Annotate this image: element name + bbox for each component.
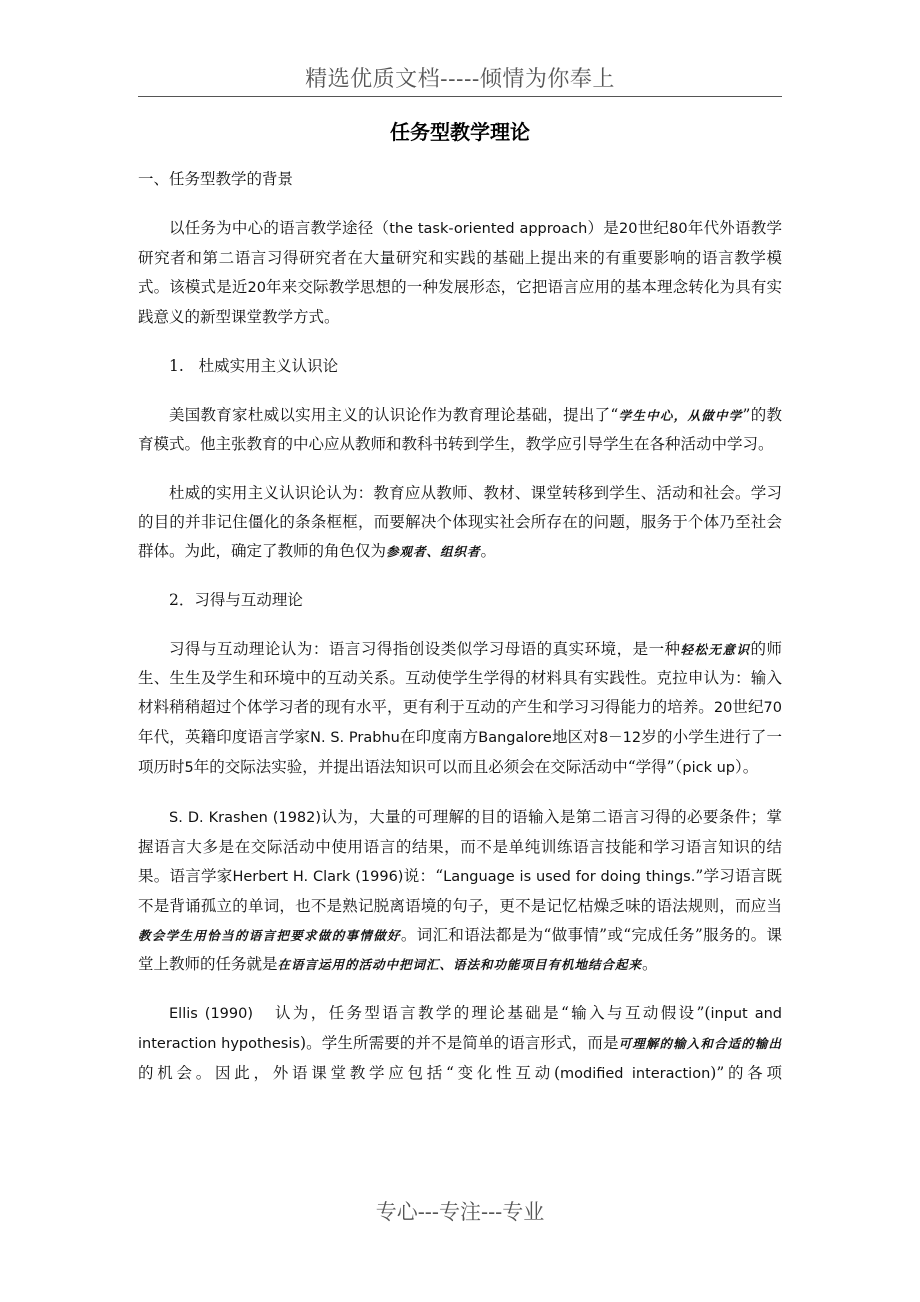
text-run: 在印度南方 [399,728,479,746]
emphasis-run: 教会学生用恰当的语言把要求做的事情做好 [138,928,401,943]
text-run: 20 [619,221,638,237]
emphasis-run: 在语言运用的活动中把词汇、语法和功能项目有机地结合起来 [277,957,643,972]
emphasis-run: 可理解的输入和合适的输出 [618,1036,782,1051]
text-run: Bangalore [478,730,552,746]
document-body [138,165,782,1109]
text-run: 认为，任务型语言教学的理论基础是“输入与互动假设”( [274,1004,711,1022]
text-run: 认为，大量的可理解的目的语输入是第二语言习得的必要条件；掌握语言大多是在交际活动中使用语言的结果，而不是单纯训练语言技能和学习语言知识的结果。语言学家 [138,808,782,885]
text-run: N. S. Prabhu [310,730,400,746]
text-run: 。 [642,955,658,973]
subsection-heading-1 [138,352,782,381]
acquisition-paragraph-3 [138,999,782,1089]
document-title: 任务型教学理论 [390,120,530,144]
text-run: 美国教育家杜威以实用主义的认识论作为教育理论基础，提出了“ [169,406,619,424]
text-run: )”的各项 [710,1064,783,1082]
header-divider [138,96,782,97]
text-run: Herbert H. Clark (1996) [232,869,404,885]
section-heading: 一、任务型教学的背景 [138,170,294,188]
text-run: 8－12 [598,730,642,746]
emphasis-run: 学生中心，从做中学 [618,408,743,423]
text-run: 岁的小学生进行了一项历时 [138,728,782,776]
text-run: 70 [763,700,782,716]
heading-text: 杜威实用主义认识论 [198,357,339,375]
text-run: the task-oriented approach [389,221,588,237]
text-run: Ellis (1990) [169,1006,254,1022]
text-run: 的机会。因此，外语课堂教学应包括“变化性互动( [138,1064,560,1082]
page-footer: 专心---专注---专业 [375,1200,545,1224]
text-run: ）是 [587,219,620,237]
acquisition-paragraph-1 [138,635,782,783]
text-run: 。词汇和语法都是为“做事情”或“完成任务”服务的。课堂上教师的任务就是 [138,926,782,973]
intro-paragraph [138,214,782,332]
text-run: 年代，英籍印度语言学家 [138,728,311,746]
text-run: ”学习语言既不是背诵孤立的单词，也不是熟记脱离语境的句子，更不是记忆枯燥乏味的语法规则，而应当 [138,867,782,915]
text-run: ”的教育模式。他主张教育的中心应从教师和教科书转到学生，教学应引导学生在各种活动中学习。 [138,406,782,453]
heading-number: 2． [169,591,195,609]
text-run: 5 [184,760,194,776]
text-run: S. D. Krashen (1982) [169,810,322,826]
text-run: 以任务为中心的语言教学途径（ [169,219,390,237]
text-run: 说：“ [403,867,444,885]
text-run: ）。 [734,758,759,776]
emphasis-run: 参观者、组织者 [386,544,481,559]
text-run: input and interaction hypothesis [138,1006,783,1052]
text-run: 20 [713,700,733,716]
text-run: 年代外语教学研究者和第二语言习得研究者在大量研究和实践的基础上提出来的有重要影响的语言教学模式。该模式是近 [138,219,782,296]
dewey-paragraph-1 [138,401,782,459]
heading-text: 习得与互动理论 [194,591,303,609]
text-run: pick up [682,760,735,776]
text-run: 习得与互动理论认为：语言习得指创设类似学习母语的真实环境，是一种 [169,640,681,658]
text-run: 20 [247,280,266,296]
text-run: 。 [480,542,497,560]
text-run: 年来交际教学思想的一种发展形态，它把语言应用的基本理念转化为具有实践意义的新型课堂教学方式。 [138,278,782,326]
dewey-paragraph-2 [138,479,782,566]
text-run: 年的交际法实验，并提出语法知识可以而且必须会在交际活动中“学得”（ [193,758,683,776]
heading-number: 1. [169,357,184,375]
text-run: 杜威的实用主义认识论认为：教育应从教师、教材、课堂转移到学生、活动和社会。学习的目的并非记住僵化的条条框框，而要解决个体现实社会所存在的问题，服务于个体乃至社会群体。为此，确定了教师的角色仅为 [138,484,782,560]
page-header: 精选优质文档-----倾情为你奉上 [305,67,615,92]
emphasis-run: 轻松无意识 [680,642,751,657]
subsection-heading-2 [138,586,782,615]
text-run: 世纪 [637,219,670,237]
text-run: 的师生、生生及学生和环境中的互动关系。互动使学生学得的材料具有实践性。克拉申认为：输入材料稍稍超过个体学习者的现有水平，更有利于互动的产生和学习习得能力的培养。 [138,640,782,716]
text-run: 80 [669,221,688,237]
text-run: 世纪 [732,698,764,716]
text-run: 地区对 [551,728,599,746]
acquisition-paragraph-2 [138,803,782,979]
text-run: )。学生所需要的并不是简单的语言形式，而是 [299,1034,619,1052]
text-run: Language is used for doing things. [443,869,696,885]
text-run: modified interaction [560,1066,711,1082]
